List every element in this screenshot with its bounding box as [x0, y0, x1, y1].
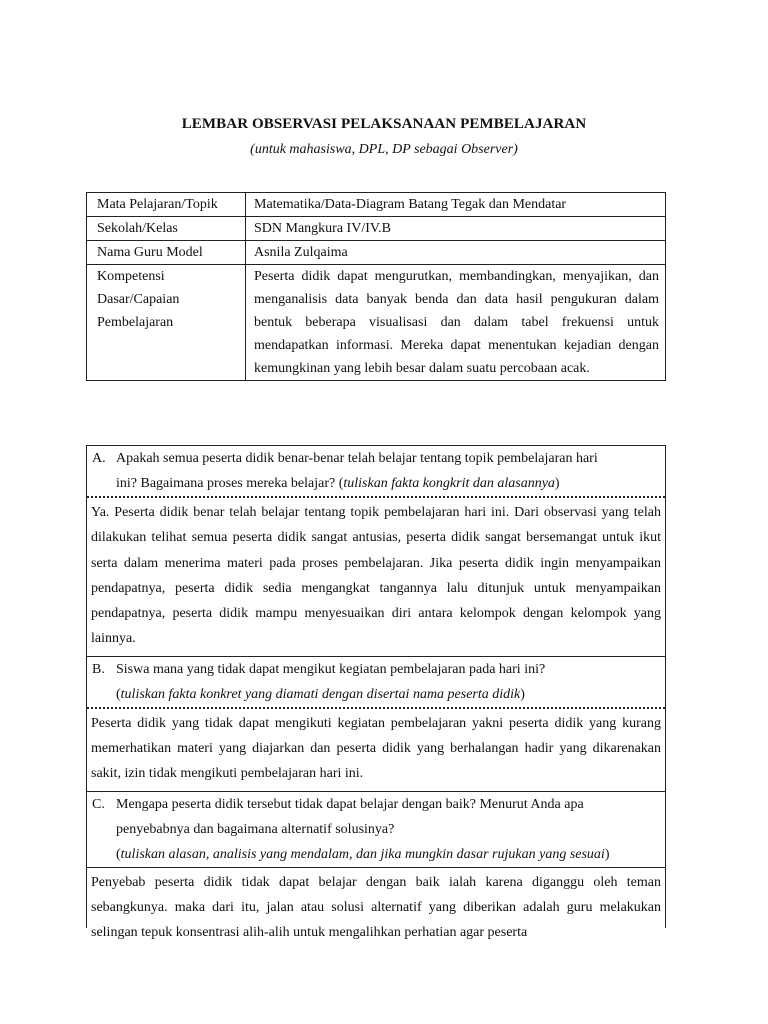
question-letter: B.	[92, 661, 105, 677]
document-title: LEMBAR OBSERVASI PELAKSANAAN PEMBELAJARAN	[181, 116, 587, 132]
question-hint: tuliskan fakta kongkrit dan alasannya	[343, 476, 555, 491]
question-a	[87, 446, 665, 498]
info-value-kd: Peserta didik dapat mengurutkan, membandingkan, menyajikan, dan menganalisis data banyak benda dan data hasil pengukuran dalam bentuk beberapa visualisasi dan dalam tabel frekuensi untuk mendapatkan informasi. Mereka dapat menentukan kejadian dengan kemungkinan yang lebih besar dalam suatu percobaan acak.	[246, 265, 666, 381]
question-text: Apakah semua peserta didik benar-benar telah belajar tentang topik pembelajaran hari	[116, 451, 598, 466]
question-c	[87, 792, 665, 868]
answer-b: Peserta didik yang tidak dapat mengikuti kegiatan pembelajaran yakni peserta didik yang kurang memerhatikan materi yang diajarkan dan peserta didik yang berhalangan hadir yang dikarenakan sakit, izin tidak mengikuti pembelajaran hari ini.	[87, 709, 665, 792]
question-hint: tuliskan alasan, analisis yang mendalam, dan jika mungkin dasar rujukan yang sesuai	[120, 846, 605, 862]
question-text-line1b: penyebabnya dan bagaimana alternatif solusinya?	[116, 821, 395, 837]
question-b	[87, 657, 665, 709]
info-label-kd	[87, 265, 246, 381]
table-row	[87, 265, 666, 381]
answer-c: Penyebab peserta didik tidak dapat belajar dengan baik ialah karena diganggu oleh teman sebangkunya. maka dari itu, jalan atau solusi alternatif yang diberikan adalah guru melakukan selingan tepuk konsentrasi alih-alih untuk mengalihkan perhatian agar peserta	[91, 874, 661, 941]
answer-a: Ya. Peserta didik benar telah belajar tentang topik pembelajaran hari ini. Dari observasi yang telah dilakukan telihat semua peserta didik sangat antusias, peserta didik sangat bersemangat untuk ikut serta dalam menerima materi pada proses pembelajaran. Jika peserta didik ingin menyampaikan pendapatnya, peserta didik sedia mengangkat tangannya lalu ditunjuk untuk menyampaikan pendapatnya, peserta didik mampu menyesuaikan diri antara kelompok dengan kelompok yang lainnya.	[87, 498, 665, 657]
question-letter: A.	[92, 451, 106, 466]
document-subtitle: (untuk mahasiswa, DPL, DP sebagai Observer)	[250, 142, 518, 157]
question-hint: tuliskan fakta konkret yang diamati dengan disertai nama peserta didik	[120, 686, 521, 702]
question-text-line2: ini? Bagaimana proses mereka belajar? (tuliskan fakta kongkrit dan alasannya)	[116, 476, 560, 491]
observation-questions	[86, 445, 666, 941]
info-table	[86, 192, 666, 381]
question-text: Mengapa peserta didik tersebut tidak dapat belajar dengan baik? Menurut Anda apa	[116, 796, 584, 812]
question-text-line2: (tuliskan fakta konkret yang diamati dengan disertai nama peserta didik)	[116, 686, 525, 702]
info-value: Asnila Zulqaima	[246, 241, 666, 265]
table-row	[87, 217, 666, 241]
info-label: Sekolah/Kelas	[87, 217, 246, 241]
kd-label-line: Kompetensi	[97, 269, 165, 284]
info-label: Nama Guru Model	[87, 241, 246, 265]
table-row	[87, 241, 666, 265]
kd-label-line: Dasar/Capaian	[97, 292, 180, 307]
question-text: Siswa mana yang tidak dapat mengikut kegiatan pembelajaran pada hari ini?	[116, 661, 546, 677]
info-value: Matematika/Data-Diagram Batang Tegak dan Mendatar	[246, 193, 666, 217]
info-label: Mata Pelajaran/Topik	[87, 193, 246, 217]
question-text-line2: (tuliskan alasan, analisis yang mendalam, dan jika mungkin dasar rujukan yang sesuai)	[116, 846, 610, 862]
info-value: SDN Mangkura IV/IV.B	[246, 217, 666, 241]
table-row	[87, 193, 666, 217]
question-letter: C.	[92, 796, 105, 812]
kd-label-line: Pembelajaran	[97, 315, 174, 330]
